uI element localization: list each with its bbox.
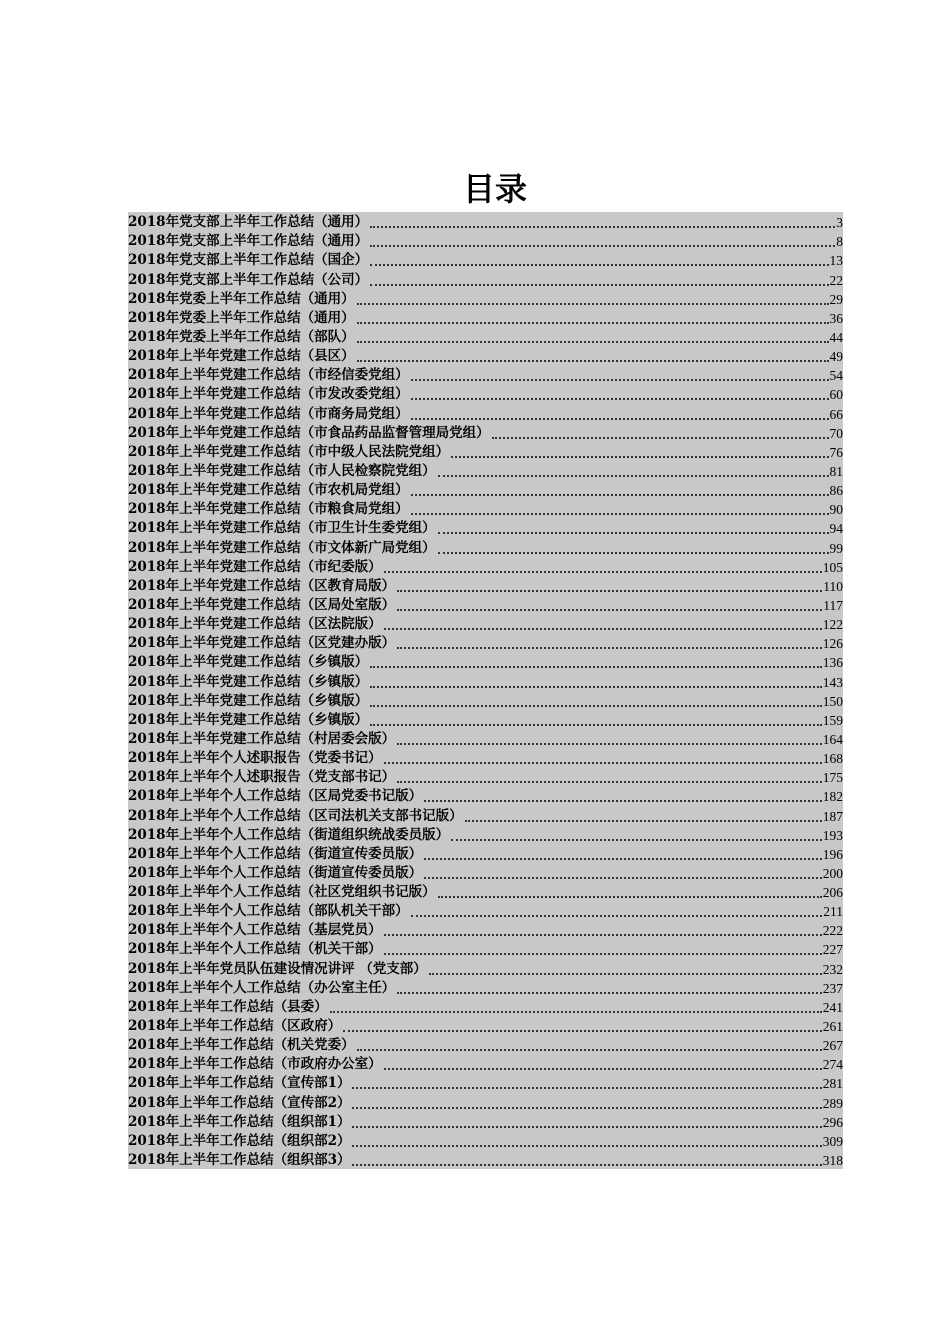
toc-leader-dots xyxy=(424,846,822,860)
toc-entry-page-number: 175 xyxy=(822,770,843,786)
toc-entry-page-number: 94 xyxy=(829,521,843,537)
toc-entry-label: 2018年上半年党建工作总结（市商务局党组） xyxy=(128,405,409,422)
toc-entry[interactable] xyxy=(128,920,843,939)
toc-entry-label: 2018年上半年党建工作总结（乡镇版） xyxy=(128,692,369,709)
toc-leader-dots xyxy=(370,693,822,707)
toc-leader-dots xyxy=(397,980,822,994)
toc-leader-dots xyxy=(411,501,829,515)
toc-entry-page-number: 237 xyxy=(822,980,843,996)
toc-entry-label: 2018年上半年党建工作总结（乡镇版） xyxy=(128,673,369,690)
toc-leader-dots xyxy=(357,348,829,362)
toc-entry[interactable] xyxy=(128,863,843,882)
toc-entry[interactable] xyxy=(128,595,843,614)
toc-entry[interactable] xyxy=(128,844,843,863)
toc-entry-label: 2018年上半年个人述职报告（党支部书记） xyxy=(128,769,396,786)
toc-entry[interactable] xyxy=(128,614,843,633)
toc-entry[interactable] xyxy=(128,499,843,518)
toc-entry-page-number: 117 xyxy=(823,597,843,613)
toc-entry-page-number: 168 xyxy=(822,751,843,767)
toc-entry[interactable] xyxy=(128,346,843,365)
toc-entry-page-number: 44 xyxy=(829,329,843,345)
toc-entry-page-number: 136 xyxy=(822,655,843,671)
toc-entry-label: 2018年上半年个人工作总结（基层党员） xyxy=(128,922,382,939)
toc-entry-label: 2018年上半年工作总结（机关党委） xyxy=(128,1037,355,1054)
toc-leader-dots xyxy=(370,674,822,688)
toc-entry-page-number: 222 xyxy=(822,923,843,939)
toc-leader-dots xyxy=(384,1056,822,1070)
toc-entry[interactable] xyxy=(128,1035,843,1054)
toc-leader-dots xyxy=(397,597,822,611)
toc-entry-label: 2018年上半年党建工作总结（市人民检察院党组） xyxy=(128,462,436,479)
toc-entry-page-number: 110 xyxy=(823,578,843,594)
toc-entry-page-number: 206 xyxy=(822,885,843,901)
toc-entry[interactable] xyxy=(128,365,843,384)
toc-entry-label: 2018年上半年党建工作总结（市中级人民法院党组） xyxy=(128,443,450,460)
toc-entry-label: 2018年上半年个人工作总结（区局党委书记版） xyxy=(128,788,423,805)
toc-entry-label: 2018年上半年个人工作总结（社区党组织书记版） xyxy=(128,884,436,901)
toc-entry-label: 2018年上半年党建工作总结（区局处室版） xyxy=(128,596,396,613)
toc-entry-page-number: 99 xyxy=(829,540,843,556)
toc-entry-page-number: 105 xyxy=(822,559,843,575)
toc-entry[interactable] xyxy=(128,269,843,288)
toc-leader-dots xyxy=(492,425,829,439)
toc-entry-page-number: 241 xyxy=(822,999,843,1015)
toc-leader-dots xyxy=(357,291,829,305)
toc-entry[interactable] xyxy=(128,748,843,767)
toc-leader-dots xyxy=(343,1018,822,1032)
toc-entry-label: 2018年上半年个人工作总结（街道组织统战委员版） xyxy=(128,826,450,843)
toc-entry-label: 2018年上半年党建工作总结（区教育局版） xyxy=(128,577,396,594)
toc-entry[interactable] xyxy=(128,1073,843,1092)
toc-entry[interactable] xyxy=(128,997,843,1016)
toc-leader-dots xyxy=(397,635,822,649)
toc-leader-dots xyxy=(370,712,822,726)
toc-leader-dots xyxy=(411,406,829,420)
toc-entry[interactable] xyxy=(128,939,843,958)
toc-entry[interactable] xyxy=(128,729,843,748)
toc-entry[interactable] xyxy=(128,250,843,269)
toc-leader-dots xyxy=(384,941,822,955)
toc-leader-dots xyxy=(451,827,822,841)
toc-leader-dots xyxy=(411,386,829,400)
toc-entry[interactable] xyxy=(128,1092,843,1111)
toc-entry-label: 2018年上半年党建工作总结（区党建办版） xyxy=(128,635,396,652)
toc-entry-label: 2018年上半年党建工作总结（市纪委版） xyxy=(128,558,382,575)
toc-entry-page-number: 3 xyxy=(836,215,843,231)
toc-entry-label: 2018年党委上半年工作总结（部队） xyxy=(128,328,355,345)
toc-entry[interactable] xyxy=(128,423,843,442)
toc-entry-label: 2018年上半年个人工作总结（机关干部） xyxy=(128,941,382,958)
toc-leader-dots xyxy=(424,865,822,879)
toc-entry[interactable] xyxy=(128,958,843,977)
toc-entry[interactable] xyxy=(128,652,843,671)
toc-leader-dots xyxy=(352,1133,821,1147)
toc-entry-page-number: 126 xyxy=(822,636,843,652)
toc-entry-page-number: 261 xyxy=(822,1019,843,1035)
toc-leader-dots xyxy=(397,578,822,592)
toc-entry-label: 2018年党支部上半年工作总结（国企） xyxy=(128,252,369,269)
toc-entry[interactable] xyxy=(128,1016,843,1035)
toc-entry-page-number: 193 xyxy=(822,827,843,843)
toc-entry[interactable] xyxy=(128,557,843,576)
toc-entry-label: 2018年上半年党建工作总结（乡镇版） xyxy=(128,711,369,728)
toc-entry-label: 2018年党委上半年工作总结（通用） xyxy=(128,309,355,326)
toc-entry[interactable] xyxy=(128,384,843,403)
toc-leader-dots xyxy=(465,808,822,822)
toc-entry-label: 2018年党支部上半年工作总结（通用） xyxy=(128,214,369,231)
toc-leader-dots xyxy=(352,1075,821,1089)
toc-entry[interactable] xyxy=(128,1054,843,1073)
toc-entry-label: 2018年党委上半年工作总结（通用） xyxy=(128,290,355,307)
toc-entry-label: 2018年党支部上半年工作总结（公司） xyxy=(128,271,369,288)
toc-leader-dots xyxy=(370,214,835,228)
toc-entry-label: 2018年上半年工作总结（宣传部2） xyxy=(128,1094,351,1111)
toc-entry[interactable] xyxy=(128,978,843,997)
toc-entry[interactable] xyxy=(128,518,843,537)
toc-entry-label: 2018年上半年党建工作总结（市发改委党组） xyxy=(128,386,409,403)
toc-entry[interactable] xyxy=(128,805,843,824)
toc-entry-page-number: 281 xyxy=(822,1076,843,1092)
toc-entry-page-number: 150 xyxy=(822,693,843,709)
toc-entry[interactable] xyxy=(128,576,843,595)
toc-entry-page-number: 29 xyxy=(829,291,843,307)
toc-leader-dots xyxy=(438,540,829,554)
toc-entry-label: 2018年上半年党建工作总结（市食品药品监督管理局党组） xyxy=(128,424,490,441)
toc-entry[interactable] xyxy=(128,403,843,422)
toc-entry[interactable] xyxy=(128,691,843,710)
toc-leader-dots xyxy=(429,961,822,975)
toc-entry-label: 2018年上半年个人工作总结（区司法机关支部书记版） xyxy=(128,807,463,824)
toc-entry-page-number: 76 xyxy=(829,444,843,460)
toc-entry-page-number: 81 xyxy=(829,463,843,479)
toc-entry-label: 2018年上半年党建工作总结（市卫生计生委党组） xyxy=(128,520,436,537)
toc-leader-dots xyxy=(370,252,828,266)
toc-entry-page-number: 60 xyxy=(829,387,843,403)
toc-leader-dots xyxy=(352,1152,821,1166)
toc-entry[interactable] xyxy=(128,767,843,786)
toc-entry-page-number: 36 xyxy=(829,310,843,326)
toc-entry-page-number: 200 xyxy=(822,865,843,881)
toc-entry-page-number: 143 xyxy=(822,674,843,690)
toc-leader-dots xyxy=(438,884,822,898)
toc-entry-page-number: 70 xyxy=(829,425,843,441)
toc-entry[interactable] xyxy=(128,882,843,901)
table-of-contents xyxy=(128,212,843,1169)
toc-leader-dots xyxy=(397,769,822,783)
toc-entry[interactable] xyxy=(128,327,843,346)
toc-entry[interactable] xyxy=(128,710,843,729)
toc-entry-label: 2018年上半年工作总结（市政府办公室） xyxy=(128,1056,382,1073)
toc-leader-dots xyxy=(438,520,829,534)
toc-entry-page-number: 164 xyxy=(822,731,843,747)
toc-leader-dots xyxy=(352,1114,821,1128)
toc-entry-label: 2018年上半年个人工作总结（办公室主任） xyxy=(128,979,396,996)
toc-entry-page-number: 289 xyxy=(822,1095,843,1111)
toc-entry-label: 2018年上半年党建工作总结（县区） xyxy=(128,348,355,365)
toc-entry[interactable] xyxy=(128,231,843,250)
toc-entry-label: 2018年上半年工作总结（组织部1） xyxy=(128,1113,351,1130)
toc-entry-page-number: 49 xyxy=(829,349,843,365)
toc-entry-page-number: 309 xyxy=(822,1133,843,1149)
toc-entry[interactable] xyxy=(128,308,843,327)
toc-entry-label: 2018年上半年工作总结（宣传部1） xyxy=(128,1075,351,1092)
toc-entry[interactable] xyxy=(128,212,843,231)
toc-entry[interactable] xyxy=(128,480,843,499)
toc-leader-dots xyxy=(384,750,822,764)
toc-entry[interactable] xyxy=(128,289,843,308)
toc-entry-page-number: 187 xyxy=(822,808,843,824)
toc-entry[interactable] xyxy=(128,901,843,920)
toc-entry-page-number: 8 xyxy=(836,234,843,250)
toc-entry-page-number: 211 xyxy=(823,904,843,920)
toc-entry-page-number: 196 xyxy=(822,846,843,862)
toc-entry-label: 2018年上半年工作总结（县委） xyxy=(128,998,328,1015)
toc-entry-page-number: 159 xyxy=(822,712,843,728)
toc-entry-label: 2018年上半年党建工作总结（市农机局党组） xyxy=(128,482,409,499)
toc-entry-label: 2018年上半年党建工作总结（区法院版） xyxy=(128,616,382,633)
toc-entry[interactable] xyxy=(128,825,843,844)
toc-entry-page-number: 66 xyxy=(829,406,843,422)
toc-entry-page-number: 296 xyxy=(822,1114,843,1130)
toc-entry[interactable] xyxy=(128,537,843,556)
toc-entry-page-number: 318 xyxy=(822,1153,843,1169)
toc-entry-label: 2018年上半年个人工作总结（部队机关干部） xyxy=(128,903,409,920)
toc-entry-label: 2018年上半年党建工作总结（乡镇版） xyxy=(128,654,369,671)
toc-entry-label: 2018年上半年个人工作总结（街道宣传委员版） xyxy=(128,845,423,862)
toc-leader-dots xyxy=(352,1095,821,1109)
toc-entry[interactable] xyxy=(128,1131,843,1150)
toc-leader-dots xyxy=(411,482,829,496)
toc-leader-dots xyxy=(330,999,822,1013)
toc-leader-dots xyxy=(370,272,828,286)
toc-entry-page-number: 182 xyxy=(822,789,843,805)
toc-entry-page-number: 54 xyxy=(829,368,843,384)
toc-entry-page-number: 274 xyxy=(822,1057,843,1073)
toc-leader-dots xyxy=(357,310,829,324)
toc-entry-label: 2018年上半年党建工作总结（市文体新广局党组） xyxy=(128,539,436,556)
toc-entry[interactable] xyxy=(128,633,843,652)
toc-entry-page-number: 122 xyxy=(822,617,843,633)
toc-leader-dots xyxy=(384,559,822,573)
toc-leader-dots xyxy=(438,463,829,477)
toc-entry-label: 2018年党支部上半年工作总结（通用） xyxy=(128,233,369,250)
toc-entry-label: 2018年上半年党建工作总结（市经信委党组） xyxy=(128,367,409,384)
toc-entry[interactable] xyxy=(128,442,843,461)
toc-entry[interactable] xyxy=(128,671,843,690)
toc-leader-dots xyxy=(370,654,822,668)
toc-entry-label: 2018年上半年工作总结（区政府） xyxy=(128,1018,342,1035)
toc-entry-label: 2018年上半年个人述职报告（党委书记） xyxy=(128,750,382,767)
toc-entry-page-number: 86 xyxy=(829,483,843,499)
toc-leader-dots xyxy=(384,922,822,936)
toc-leader-dots xyxy=(424,788,822,802)
toc-entry-page-number: 232 xyxy=(822,961,843,977)
toc-entry-label: 2018年上半年党建工作总结（村居委会版） xyxy=(128,730,396,747)
toc-leader-dots xyxy=(357,329,829,343)
toc-leader-dots xyxy=(397,731,822,745)
toc-leader-dots xyxy=(357,1037,822,1051)
toc-entry-label: 2018年上半年工作总结（组织部3） xyxy=(128,1152,351,1169)
toc-entry-label: 2018年上半年个人工作总结（街道宣传委员版） xyxy=(128,864,423,881)
toc-leader-dots xyxy=(451,444,828,458)
toc-entry-page-number: 13 xyxy=(829,253,843,269)
toc-entry-label: 2018年上半年党员队伍建设情况讲评 （党支部） xyxy=(128,960,427,977)
toc-entry-page-number: 267 xyxy=(822,1038,843,1054)
toc-leader-dots xyxy=(411,367,829,381)
toc-entry-label: 2018年上半年工作总结（组织部2） xyxy=(128,1132,351,1149)
toc-leader-dots xyxy=(370,233,835,247)
toc-leader-dots xyxy=(411,903,823,917)
toc-entry-page-number: 90 xyxy=(829,502,843,518)
toc-entry-page-number: 227 xyxy=(822,942,843,958)
toc-leader-dots xyxy=(384,616,822,630)
toc-entry-page-number: 22 xyxy=(829,272,843,288)
toc-entry[interactable] xyxy=(128,1150,843,1169)
page-title: 目录 xyxy=(462,170,527,208)
toc-entry-label: 2018年上半年党建工作总结（市粮食局党组） xyxy=(128,501,409,518)
toc-entry[interactable] xyxy=(128,1112,843,1131)
toc-entry[interactable] xyxy=(128,786,843,805)
toc-entry[interactable] xyxy=(128,461,843,480)
